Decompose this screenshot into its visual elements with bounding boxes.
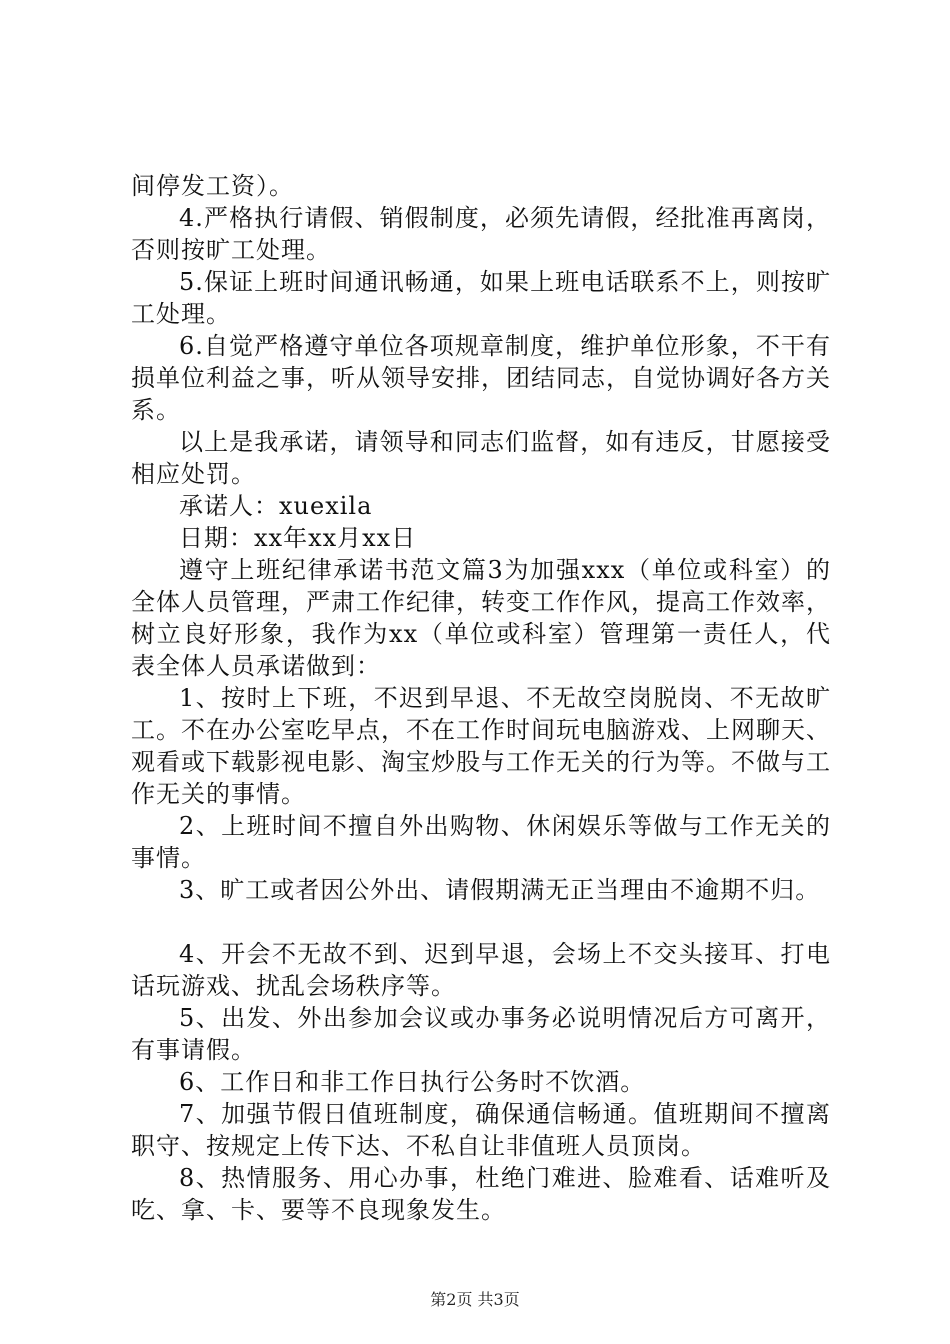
paragraph-rule-6: 6、工作日和非工作日执行公务时不饮酒。: [179, 1068, 646, 1096]
paragraph-rule-4: 4、开会不无故不到、迟到早退，会场上不交头接耳、打电话玩游戏、扰乱会场秩序等。: [131, 940, 831, 1000]
paragraph-rule-3: 3、旷工或者因公外出、请假期满无正当理由不逾期不归。: [179, 876, 821, 904]
paragraph-rule-1: 1、按时上下班，不迟到早退、不无故空岗脱岗、不无故旷工。不在办公室吃早点，不在工作时间玩电脑游戏、上网聊天、观看或下载影视电影、淘宝炒股与工作无关的行为等。不做与工作无关的事情。: [131, 684, 831, 808]
paragraph-date: 日期：xx年xx月xx日: [179, 524, 417, 552]
paragraph-rule-8: 8、热情服务、用心办事，杜绝门难进、脸难看、话难听及吃、拿、卡、要等不良现象发生。: [131, 1164, 831, 1224]
paragraph-item-5: 5.保证上班时间通讯畅通，如果上班电话联系不上，则按旷工处理。: [131, 268, 831, 328]
document-body: [131, 170, 831, 1226]
paragraph-rule-2: 2、上班时间不擅自外出购物、休闲娱乐等做与工作无关的事情。: [131, 812, 831, 872]
page-number-footer: 第2页 共3页: [430, 1290, 520, 1309]
paragraph-signatory: 承诺人：xuexila: [179, 492, 373, 520]
paragraph-template-3-intro: 遵守上班纪律承诺书范文篇3为加强xxx（单位或科室）的全体人员管理，严肃工作纪律，转变工作作风，提高工作效率，树立良好形象，我作为xx（单位或科室）管理第一责任人，代表全体人员承诺做到：: [131, 556, 831, 680]
paragraph-continuation: 间停发工资）。: [131, 172, 294, 200]
paragraph-item-6: 6.自觉严格遵守单位各项规章制度，维护单位形象，不干有损单位利益之事，听从领导安排，团结同志，自觉协调好各方关系。: [131, 332, 831, 424]
paragraph-item-4: 4.严格执行请假、销假制度，必须先请假，经批准再离岗，否则按旷工处理。: [131, 204, 831, 264]
paragraph-rule-7: 7、加强节假日值班制度，确保通信畅通。值班期间不擅离职守、按规定上传下达、不私自让非值班人员顶岗。: [131, 1100, 831, 1160]
blank-line: [131, 906, 831, 938]
paragraph-pledge-statement: 以上是我承诺，请领导和同志们监督，如有违反，甘愿接受相应处罚。: [131, 428, 831, 488]
paragraph-rule-5: 5、出发、外出参加会议或办事务必说明情况后方可离开，有事请假。: [131, 1004, 831, 1064]
